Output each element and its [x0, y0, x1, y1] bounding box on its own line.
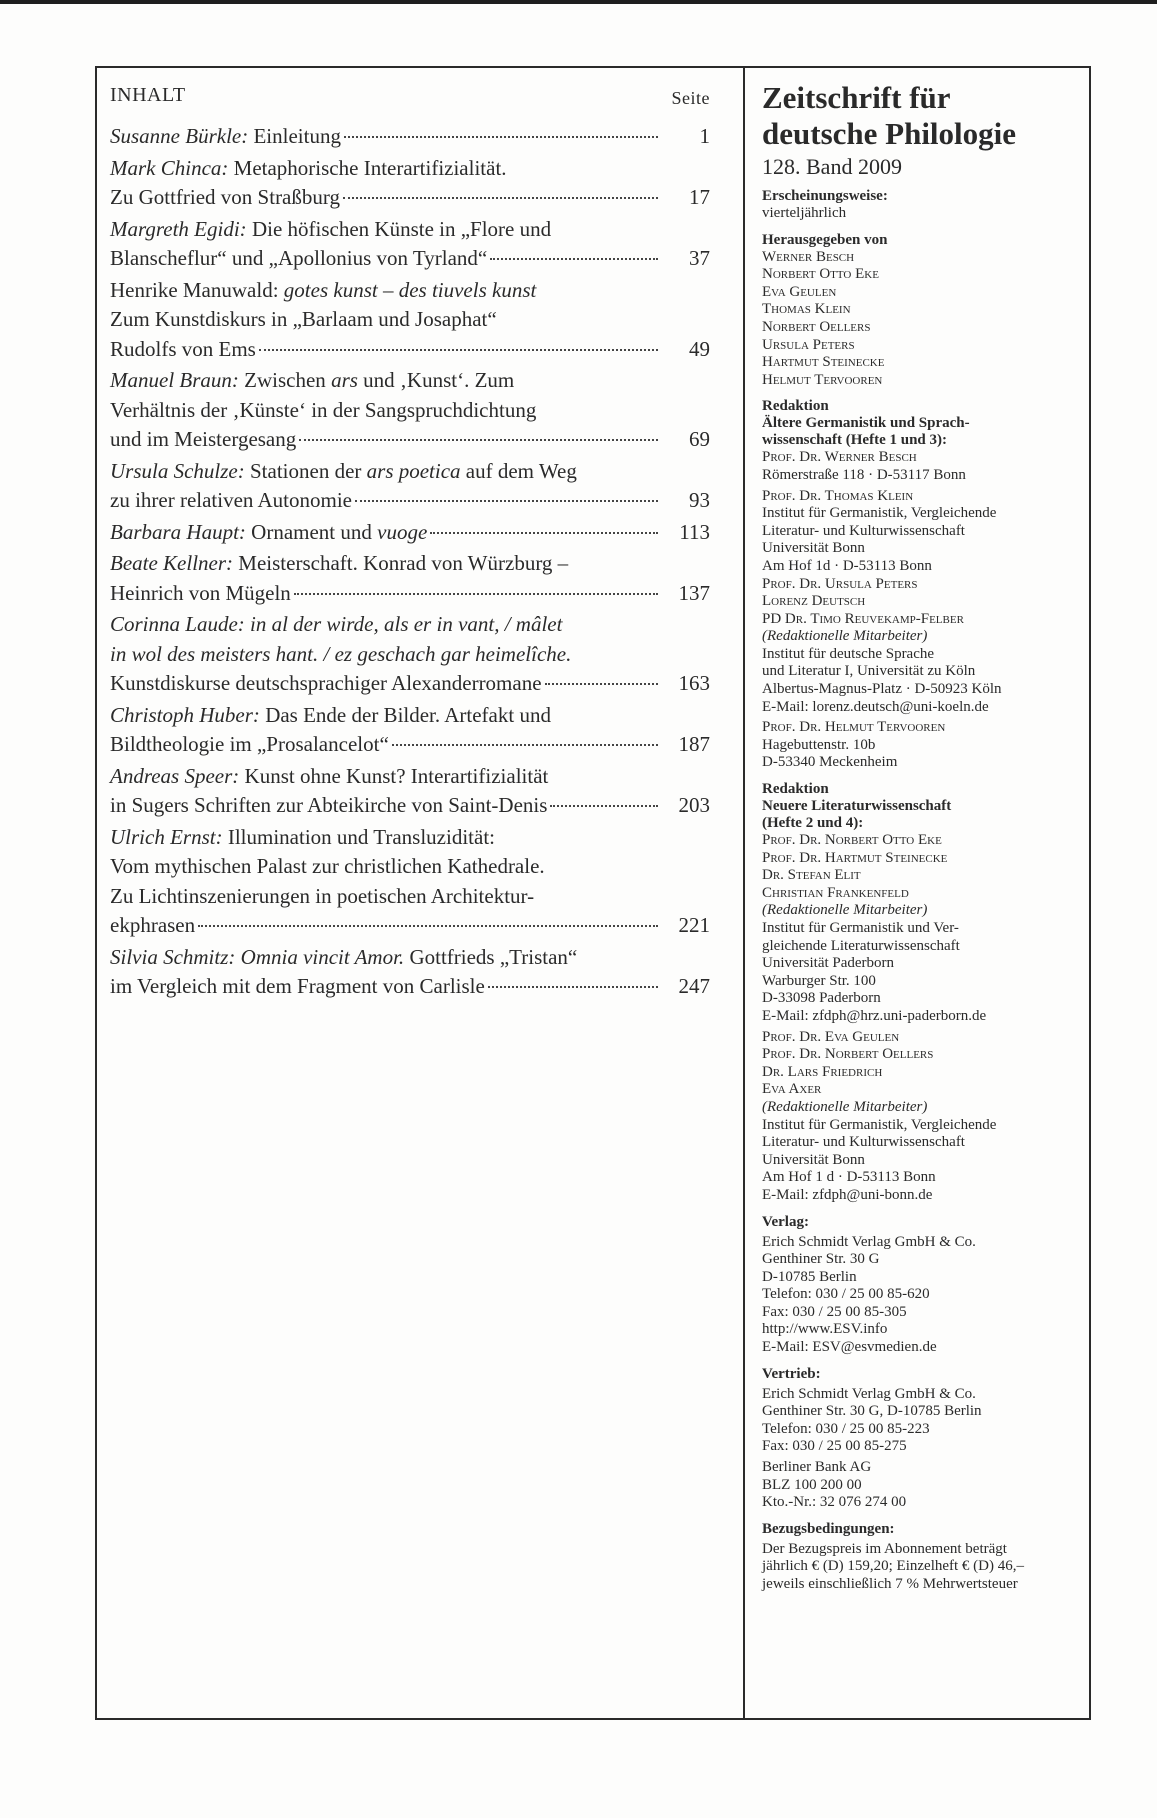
entry-page: 203: [678, 793, 710, 817]
contact-name: Prof. Dr. Hartmut Steinecke: [762, 849, 948, 866]
editor-name: Helmut Tervooren: [762, 371, 883, 388]
contact-line: E-Mail: lorenz.deutsch@uni-koeln.de: [762, 698, 989, 715]
distribution-line: Fax: 030 / 25 00 85-275: [762, 1438, 907, 1455]
toc-entry[interactable]: [110, 610, 710, 699]
toc-header: [110, 82, 710, 122]
entry-title: Die höfischen Künste in „Flore und: [246, 216, 552, 241]
contact-line: und Literatur I, Universität zu Köln: [762, 663, 976, 680]
verlag-label: Verlag:: [762, 1213, 809, 1230]
toc-entry[interactable]: [110, 823, 710, 941]
contact-line: (Redaktionelle Mitarbeiter): [762, 1098, 928, 1115]
contact-name: Prof. Dr. Ursula Peters: [762, 575, 918, 592]
entry-author: Corinna Laude:: [110, 612, 245, 636]
entry-title-italic: Omnia vincit Amor.: [240, 944, 405, 969]
column-divider: [743, 66, 745, 1720]
entry-title: im Vergleich mit dem Fragment von Carlisle: [110, 974, 485, 998]
contact-name: Dr. Lars Friedrich: [762, 1063, 883, 1080]
publisher-line: D-10785 Berlin: [762, 1268, 857, 1285]
publisher-line: http://www.ESV.info: [762, 1321, 888, 1338]
subscription-line: jeweils einschließlich 7 % Mehrwertsteuer: [762, 1576, 1018, 1592]
distribution-line: Erich Schmidt Verlag GmbH & Co.: [762, 1385, 976, 1402]
toc-entry[interactable]: [110, 762, 710, 821]
entry-page: 17: [689, 185, 710, 209]
entry-author: Beate Kellner:: [110, 551, 234, 575]
dot-leader: [545, 683, 658, 685]
dot-leader: [343, 197, 658, 199]
toc-entry[interactable]: [110, 549, 710, 608]
entry-title: Zu Lichtinszenierungen in poetischen Architektur-: [110, 883, 535, 908]
scan-top-edge: [0, 0, 1157, 4]
page-column-heading: Seite: [671, 88, 710, 108]
contact-line: Universität Bonn: [762, 1151, 865, 1168]
toc-entry[interactable]: [110, 701, 710, 760]
distribution-line: Genthiner Str. 30 G, D-10785 Berlin: [762, 1403, 982, 1420]
contact-name: PD Dr. Timo Reuvekamp-Felber: [762, 610, 964, 627]
redaktion1-label: Ältere Germanistik und Sprach-: [762, 415, 970, 432]
redaktion2-label: (Hefte 2 und 4):: [762, 815, 864, 832]
entry-author: Margreth Egidi:: [110, 216, 247, 241]
entry-title: auf dem Weg: [460, 458, 577, 483]
toc-entry[interactable]: [110, 122, 710, 152]
entry-title: Kunstdiskurse deutschsprachiger Alexanderromane: [110, 671, 542, 695]
publisher-line: Erich Schmidt Verlag GmbH & Co.: [762, 1233, 976, 1250]
publisher-line: E-Mail: ESV@esvmedien.de: [762, 1339, 937, 1356]
contact-line: E-Mail: zfdph@uni-bonn.de: [762, 1186, 933, 1203]
contact-line: Albertus-Magnus-Platz · D-50923 Köln: [762, 681, 1002, 698]
contact-line: Am Hof 1 d · D-53113 Bonn: [762, 1169, 936, 1186]
contact-line: Universität Paderborn: [762, 955, 895, 972]
toc-entry[interactable]: [110, 154, 710, 213]
dot-leader: [355, 500, 658, 502]
editor-name: Thomas Klein: [762, 301, 851, 318]
toc-entry[interactable]: [110, 276, 710, 365]
entry-title-italic: vuoge: [377, 519, 428, 544]
entry-title: und im Meistergesang: [110, 427, 297, 451]
contact-line: E-Mail: zfdph@hrz.uni-paderborn.de: [762, 1007, 987, 1024]
distribution-line: Telefon: 030 / 25 00 85-223: [762, 1420, 930, 1437]
entry-page: 221: [678, 913, 710, 937]
contact-name: Christian Frankenfeld: [762, 884, 909, 901]
contact-line: Warburger Str. 100: [762, 972, 876, 989]
dot-leader: [299, 439, 658, 441]
contact-line: D-53340 Meckenheim: [762, 754, 898, 771]
entry-title-italic: gotes kunst – des tiuvels kunst: [283, 277, 537, 302]
entry-title-italic: in wol des meisters hant. / ez geschach gar heimelîche.: [110, 641, 572, 666]
editors-label: Herausgegeben von: [762, 231, 888, 248]
entry-page: 247: [678, 974, 710, 998]
toc-entry[interactable]: [110, 215, 710, 274]
dot-leader: [430, 532, 658, 534]
entry-title: Zum Kunstdiskurs in „Barlaam und Josaphat“: [110, 307, 497, 331]
entry-page: 93: [689, 488, 710, 512]
entry-title: Blanscheflur“ und „Apollonius von Tyrland“: [110, 246, 488, 270]
entry-title-italic: ars: [331, 368, 358, 392]
entry-title-italic: in al der wirde, als er in vant, / mâlet: [244, 612, 563, 636]
entry-title: Bildtheologie im „Prosalancelot“: [110, 732, 389, 756]
redaktion1-contacts: [762, 449, 1084, 772]
dot-leader: [550, 805, 658, 807]
entry-page: 187: [678, 732, 710, 756]
entry-title: Kunst ohne Kunst? Interartifizialität: [239, 763, 549, 788]
entry-title: Das Ende der Bilder. Artefakt und: [259, 702, 551, 727]
entry-title: Illumination und Transluzidität:: [222, 824, 495, 849]
entry-author: Ulrich Ernst:: [110, 824, 223, 849]
dot-leader: [198, 925, 658, 927]
contact-name: Prof. Dr. Eva Geulen: [762, 1028, 900, 1045]
bank-line: Berliner Bank AG: [762, 1459, 872, 1476]
entry-author: Manuel Braun:: [110, 368, 239, 392]
contact-name: Prof. Dr. Helmut Tervooren: [762, 719, 946, 736]
entry-author: Andreas Speer:: [110, 763, 240, 788]
editor-name: Norbert Oellers: [762, 318, 871, 335]
entry-author: Christoph Huber:: [110, 702, 260, 727]
redaktion2-contacts: [762, 832, 1084, 1204]
entry-author: Silvia Schmitz:: [110, 944, 236, 969]
bank-line: Kto.-Nr.: 32 076 274 00: [762, 1494, 907, 1511]
entry-title: Zu Gottfried von Straßburg: [110, 185, 340, 209]
contact-line: Am Hof 1d · D-53113 Bonn: [762, 557, 932, 574]
entry-author: Barbara Haupt:: [110, 519, 246, 544]
editor-name: Eva Geulen: [762, 283, 837, 300]
publication-value: vierteljährlich: [762, 205, 847, 221]
bank-details: [762, 1459, 1084, 1512]
entry-page: 113: [679, 519, 710, 544]
entry-author: Henrike Manuwald:: [110, 277, 284, 302]
entry-page: 1: [699, 124, 710, 148]
entry-title: Stationen der: [244, 458, 367, 483]
entry-title: Einleitung: [248, 124, 341, 148]
entry-author: Ursula Schulze:: [110, 458, 245, 483]
subscription-line: Der Bezugspreis im Abonnement beträgt: [762, 1540, 1007, 1557]
entry-author: Susanne Bürkle:: [110, 124, 249, 148]
journal-info: [762, 80, 1084, 1594]
contact-line: Literatur- und Kulturwissenschaft: [762, 522, 965, 539]
entry-page: 49: [689, 336, 710, 361]
contact-name: Prof. Dr. Werner Besch: [762, 449, 917, 466]
publication-label: Erscheinungsweise:: [762, 188, 888, 204]
editor-name: Hartmut Steinecke: [762, 354, 885, 371]
entry-author: Mark Chinca:: [110, 155, 229, 180]
editor-name: Norbert Otto Eke: [762, 266, 879, 283]
entry-title: Verhältnis der ‚Künste‘ in der Sangspruchdichtung: [110, 397, 537, 422]
contact-line: Institut für Germanistik, Vergleichende: [762, 505, 997, 522]
contact-line: Römerstraße 118 · D-53117 Bonn: [762, 466, 966, 483]
contact-line: (Redaktionelle Mitarbeiter): [762, 902, 928, 919]
dot-leader: [259, 349, 658, 351]
vertrieb-label: Vertrieb:: [762, 1365, 821, 1382]
distribution-address: [762, 1386, 1084, 1456]
redaktion2-label: Neuere Literaturwissenschaft: [762, 798, 952, 815]
contact-line: Institut für deutsche Sprache: [762, 645, 935, 662]
entry-title: Ornament und: [245, 519, 378, 544]
contact-line: Institut für Germanistik und Ver-: [762, 920, 959, 936]
toc-entry[interactable]: [110, 943, 710, 1002]
publisher-line: Fax: 030 / 25 00 85-305: [762, 1303, 907, 1320]
entry-title: Metaphorische Interartifizialität.: [228, 155, 507, 180]
redaktion1-label: wissenschaft (Hefte 1 und 3):: [762, 432, 947, 449]
toc-entry[interactable]: [110, 366, 710, 455]
editor-name: Ursula Peters: [762, 336, 855, 353]
dot-leader: [294, 593, 658, 595]
entry-page: 137: [678, 580, 710, 605]
bezug-label: Bezugsbedingungen:: [762, 1520, 895, 1537]
entry-title: Zwischen: [238, 368, 332, 392]
table-of-contents: [110, 82, 710, 1004]
journal-title-line1: Zeitschrift für: [762, 80, 951, 115]
entry-title: Rudolfs von Ems: [110, 336, 256, 361]
entry-title: Vom mythischen Palast zur christlichen Kathedrale.: [110, 854, 545, 878]
toc-entry[interactable]: [110, 457, 710, 516]
toc-heading: INHALT: [110, 84, 186, 106]
contact-line: Institut für Germanistik, Vergleichende: [762, 1116, 997, 1133]
contact-line: Literatur- und Kulturwissenschaft: [762, 1134, 965, 1151]
entry-title: in Sugers Schriften zur Abteikirche von Saint-Denis: [110, 793, 548, 817]
contact-name: Prof. Dr. Norbert Oellers: [762, 1046, 934, 1063]
contact-name: Eva Axer: [762, 1081, 822, 1098]
publisher-line: Telefon: 030 / 25 00 85-620: [762, 1286, 930, 1303]
entry-page: 37: [689, 246, 710, 270]
entry-title: und ‚Kunst‘. Zum: [357, 368, 515, 392]
contact-name: Prof. Dr. Thomas Klein: [762, 487, 914, 504]
contact-name: Dr. Stefan Elit: [762, 867, 861, 884]
publisher-line: Genthiner Str. 30 G: [762, 1251, 880, 1268]
contact-name: Lorenz Deutsch: [762, 593, 866, 610]
contact-line: gleichende Literaturwissenschaft: [762, 937, 960, 954]
contact-line: Universität Bonn: [762, 540, 865, 557]
entry-title-italic: ars poetica: [366, 458, 461, 483]
dot-leader: [490, 258, 658, 260]
entry-title: Gottfrieds „Tristan“: [404, 944, 578, 969]
entry-title: zu ihrer relativen Autonomie: [110, 488, 353, 512]
entry-title: Heinrich von Mügeln: [110, 580, 291, 605]
contact-line: D-33098 Paderborn: [762, 990, 881, 1007]
editor-name: Werner Besch: [762, 248, 855, 265]
contact-line: Hagebuttenstr. 10b: [762, 736, 876, 753]
toc-entry[interactable]: [110, 518, 710, 548]
contact-line: (Redaktionelle Mitarbeiter): [762, 628, 928, 645]
entry-title: ekphrasen: [110, 913, 196, 937]
contact-name: Prof. Dr. Norbert Otto Eke: [762, 832, 942, 849]
redaktion2-label: Redaktion: [762, 781, 829, 798]
redaktion1-label: Redaktion: [762, 398, 829, 415]
volume-label: 128. Band 2009: [762, 154, 902, 179]
journal-title-line2: deutsche Philologie: [762, 116, 1017, 151]
entry-page: 163: [678, 671, 710, 695]
dot-leader: [488, 986, 658, 988]
dot-leader: [344, 136, 658, 138]
publisher-address: [762, 1234, 1084, 1357]
subscription-line: jährlich € (D) 159,20; Einzelheft € (D) 46,–: [762, 1558, 1025, 1575]
dot-leader: [392, 744, 658, 746]
editors-list: [762, 249, 1084, 390]
bank-line: BLZ 100 200 00: [762, 1476, 862, 1493]
entry-title: Meisterschaft. Konrad von Würzburg –: [233, 551, 569, 575]
entry-page: 69: [689, 427, 710, 451]
subscription-terms: [762, 1541, 1084, 1594]
